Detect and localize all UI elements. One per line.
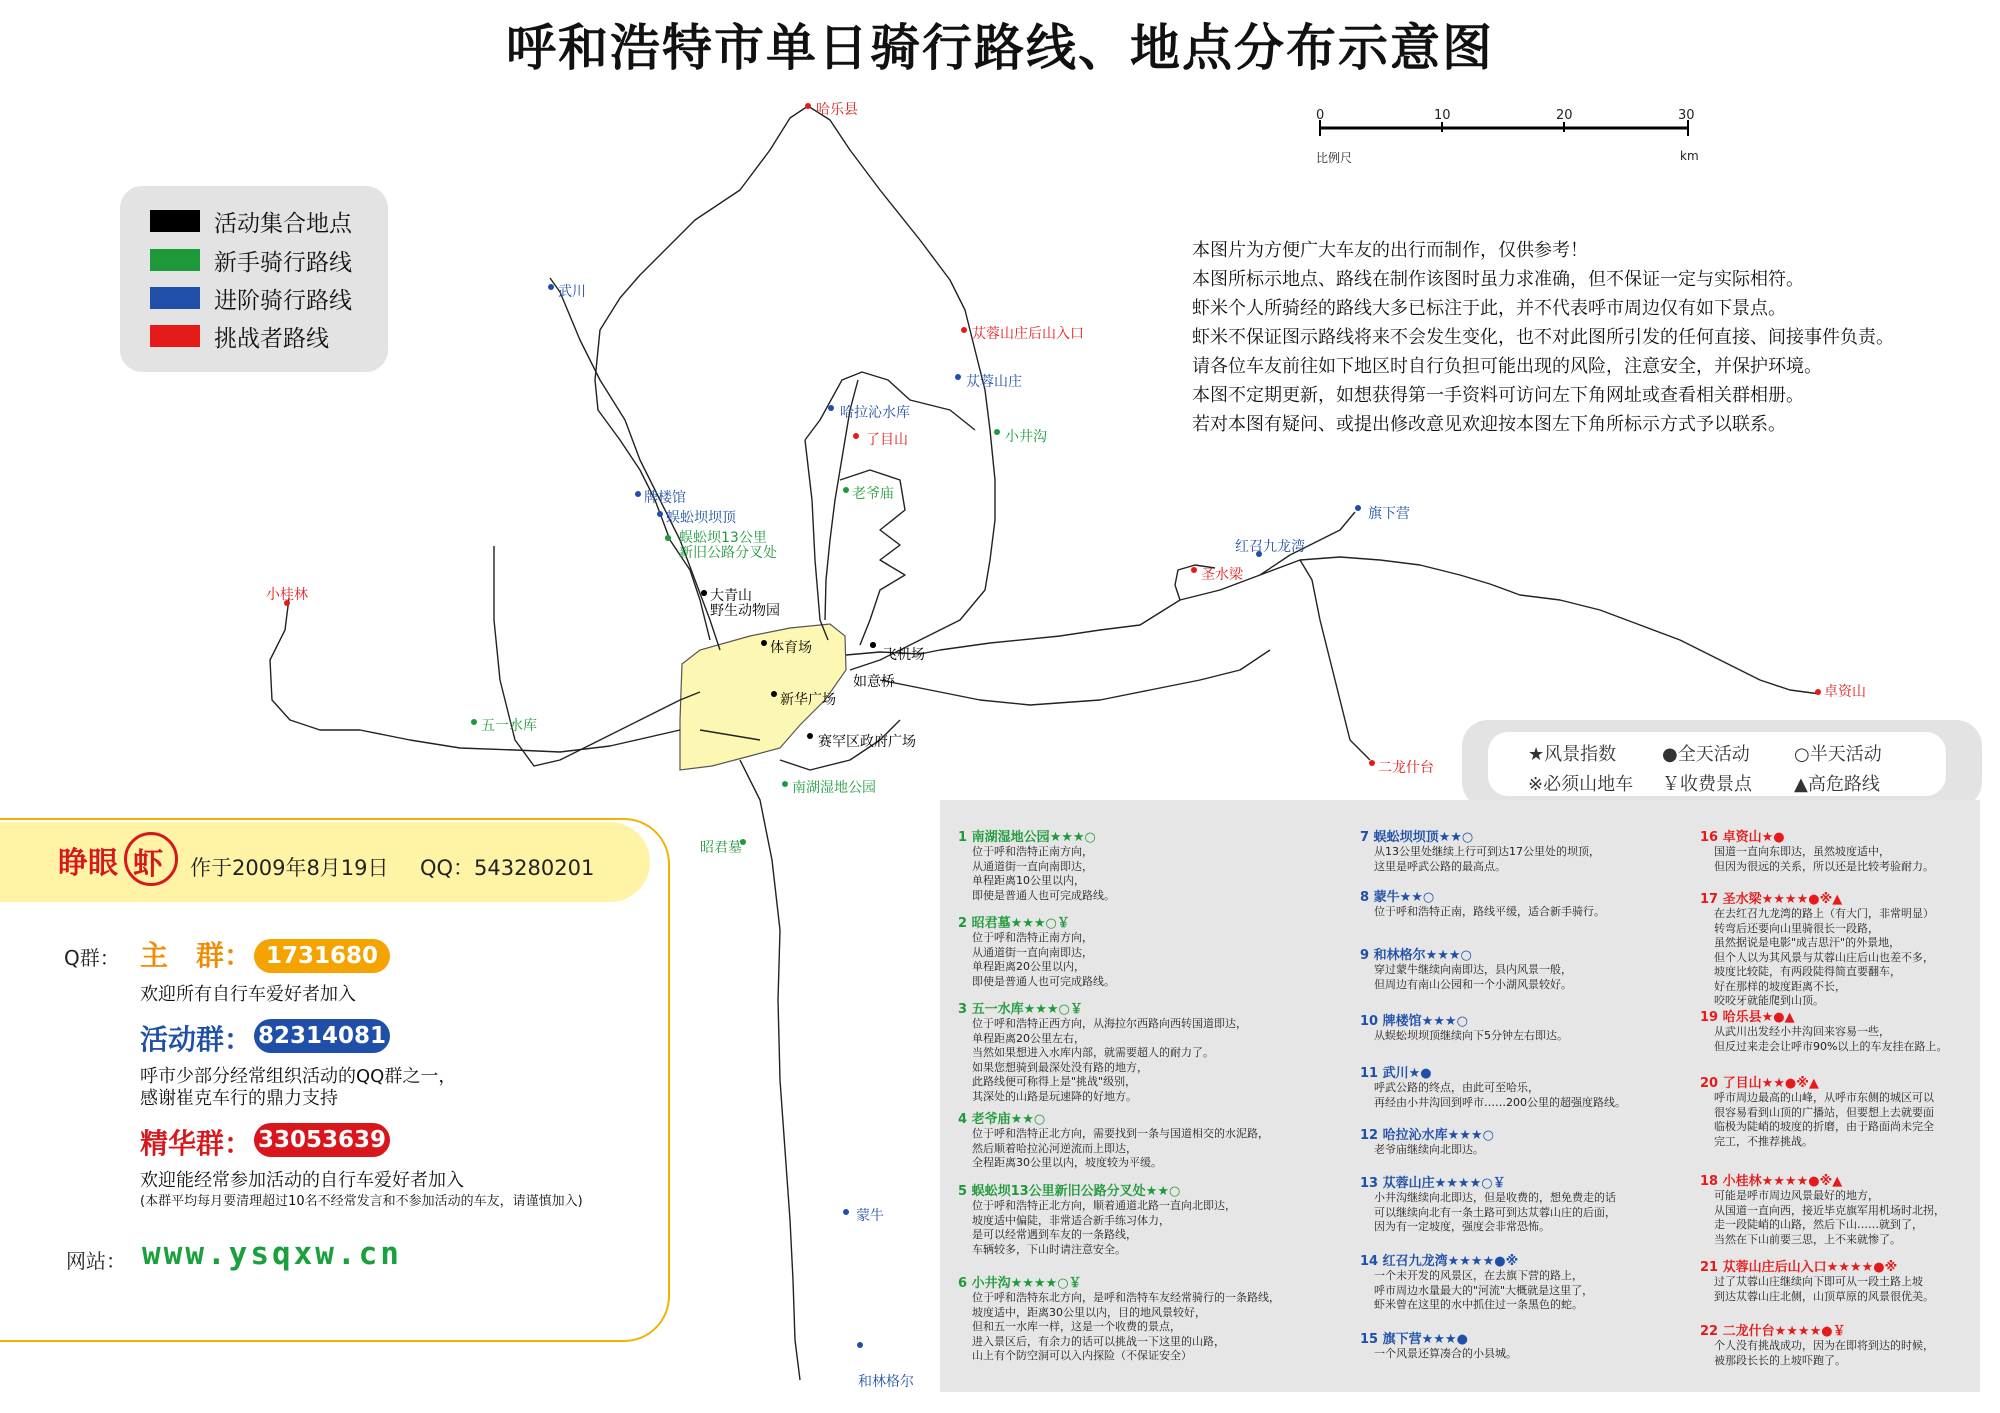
spot-desc: 过了苁蓉山庄继续向下即可从一段土路上坡 到达苁蓉山庄北侧，山顶草原的风景很优美。 xyxy=(1714,1275,1934,1303)
place-marker-icon[interactable] xyxy=(994,429,1000,435)
group-elite-note: (本群平均每月要清理超过10名不经常发言和不参加活动的车友，请谨慎加入) xyxy=(140,1194,583,1209)
place-label: 蜈蚣坝坝顶 xyxy=(666,510,736,526)
group-main-name: 主 群： xyxy=(140,939,253,972)
spot-desc: 老爷庙继续向北即达。 xyxy=(1374,1143,1484,1156)
spot-title: 2 昭君墓★★★○￥ xyxy=(958,916,1070,931)
spot-title: 12 哈拉沁水库★★★○ xyxy=(1360,1128,1494,1143)
spot-desc: 在去红召九龙湾的路上（有大门，非常明显） 转弯后还要向山里骑很长一段路， 虽然据说是电影"成吉思汗"的外景地， 但个人以为其风景与苁蓉山庄后山也差不多， 坡度比较陡，有两段陡得简直要翻车， 好在那样的坡度距离不长， 咬咬牙就能爬到山顶。 xyxy=(1714,907,1934,1007)
group-activity-desc: 呼市少部分经常组织活动的QQ群之一， xyxy=(140,1066,457,1087)
legend-item xyxy=(150,245,352,275)
note-line: 虾米不保证图示路线将来不会发生变化，也不对此图所引发的任何直接、间接事件负责。 xyxy=(1192,327,1894,348)
legend-label: 挑战者路线 xyxy=(214,325,329,352)
spot-desc: 一个未开发的风景区，在去旗下营的路上， 呼市周边水量最大的"河流"大概就是这里了， 虾米曾在这里的水中抓住过一条黑色的蛇。 xyxy=(1374,1269,1594,1311)
place-marker-icon[interactable] xyxy=(1369,760,1375,766)
place-label: 小桂林 xyxy=(266,587,308,603)
spot-item xyxy=(958,826,1115,903)
spot-desc: 从武川出发经小井沟回来容易一些， 但反过来走会让呼市90%以上的车友挂在路上。 xyxy=(1714,1025,1948,1053)
legend-item xyxy=(150,283,352,313)
spot-title: 20 了目山★★●※▲ xyxy=(1700,1076,1819,1091)
spot-item xyxy=(1360,1010,1568,1044)
place-label: 牌楼馆 xyxy=(644,490,686,506)
spot-title: 19 哈乐县★●▲ xyxy=(1700,1010,1795,1025)
spot-desc: 个人没有挑战成功，因为在即将到达的时候， 被那段长长的上坡吓跑了。 xyxy=(1714,1339,1934,1367)
note-line: 若对本图有疑问、或提出修改意见欢迎按本图左下角所标示方式予以联系。 xyxy=(1192,414,1786,435)
spot-item xyxy=(958,1108,1269,1171)
place-marker-icon[interactable] xyxy=(1815,689,1821,695)
place-label: 哈乐县 xyxy=(816,102,858,118)
place-marker-icon[interactable] xyxy=(1355,505,1361,511)
spot-title: 7 蜈蚣坝坝顶★★○ xyxy=(1360,830,1474,845)
place-marker-icon[interactable] xyxy=(805,103,811,109)
key-scenery: ★风景指数 xyxy=(1528,744,1617,765)
place-marker-icon[interactable] xyxy=(771,691,777,697)
spot-desc: 位于呼和浩特正北方向，需要找到一条与国道相交的水泥路， 然后顺着哈拉沁河逆流而上即达， 全程距离30公里以内，坡度较为平缓。 xyxy=(972,1127,1269,1169)
place-marker-icon[interactable] xyxy=(665,535,671,541)
author-logo xyxy=(58,838,118,882)
place-label: 五一水库 xyxy=(481,718,537,734)
place-label: 蜈蚣坝13公里 xyxy=(679,530,767,546)
spot-item xyxy=(1700,1170,1945,1247)
place-marker-icon[interactable] xyxy=(955,374,961,380)
note-line: 本图不定期更新，如想获得第一手资料可访问左下角网址或查看相关群相册。 xyxy=(1192,385,1804,406)
group-elite-desc: 欢迎能经常参加活动的自行车爱好者加入 xyxy=(140,1170,464,1191)
place-label: 体育场 xyxy=(770,640,812,656)
spot-item xyxy=(1360,826,1600,874)
place-label: 昭君墓 xyxy=(700,840,742,856)
spot-title: 17 圣水梁★★★★●※▲ xyxy=(1700,892,1843,907)
place-marker-icon[interactable] xyxy=(1191,567,1197,573)
spot-title: 6 小井沟★★★★○￥ xyxy=(958,1276,1082,1291)
place-marker-icon[interactable] xyxy=(961,327,967,333)
legend-swatch-beginner xyxy=(150,249,200,271)
place-marker-icon[interactable] xyxy=(701,590,707,596)
place-marker-icon[interactable] xyxy=(635,491,641,497)
group-elite-name: 精华群： xyxy=(140,1127,253,1160)
scale-tick-20: 20 xyxy=(1556,108,1573,123)
logo-text: 睁眼 xyxy=(58,846,118,881)
place-marker-icon[interactable] xyxy=(843,1209,849,1215)
scale-tick-30: 30 xyxy=(1678,108,1695,123)
spot-title: 11 武川★● xyxy=(1360,1066,1432,1081)
note-line: 本图所标示地点、路线在制作该图时虽力求准确，但不保证一定与实际相符。 xyxy=(1192,269,1804,290)
scale-unit: km xyxy=(1680,149,1699,163)
place-label: 二龙什台 xyxy=(1378,760,1434,776)
spot-desc: 呼武公路的终点，由此可至哈乐， 再经由小井沟回到呼市……200公里的超强度路线。 xyxy=(1374,1081,1626,1109)
made-date: 作于2009年8月19日 xyxy=(190,856,389,880)
spot-title: 22 二龙什台★★★★●￥ xyxy=(1700,1324,1846,1339)
place-label: 赛罕区政府广场 xyxy=(818,734,916,750)
place-marker-icon[interactable] xyxy=(857,1342,863,1348)
spot-desc: 位于呼和浩特正南方向， 从通道街一直向南即达， 单程距离20公里以内， 即使是普通人也可完成路线。 xyxy=(972,931,1115,988)
place-label: 新旧公路分叉处 xyxy=(679,545,777,561)
legend-label: 进阶骑行路线 xyxy=(214,287,352,314)
spot-item xyxy=(1360,1250,1593,1313)
website-link[interactable]: www.ysqxw.cn xyxy=(142,1236,402,1272)
group-activity-number[interactable]: 82314081 xyxy=(254,1019,390,1053)
place-marker-icon[interactable] xyxy=(548,284,554,290)
key-halfday: ○半天活动 xyxy=(1794,744,1882,765)
place-label: 小井沟 xyxy=(1005,429,1047,445)
spot-item xyxy=(1700,826,1934,874)
spot-desc: 呼市周边最高的山峰，从呼市东侧的城区可以 很容易看到山顶的广播站，但要想上去就要面 临极为陡峭的坡度的折磨，由于路面尚未完全 完工，不推荐挑战。 xyxy=(1714,1091,1934,1148)
spot-desc: 从蜈蚣坝坝顶继续向下5分钟左右即达。 xyxy=(1374,1029,1568,1042)
spot-title: 18 小桂林★★★★●※▲ xyxy=(1700,1174,1843,1189)
spot-title: 15 旗下营★★★● xyxy=(1360,1332,1468,1347)
place-marker-icon[interactable] xyxy=(657,511,663,517)
logo-char: 虾 xyxy=(133,847,163,882)
key-fee: ￥收费景点 xyxy=(1662,774,1752,795)
note-line: 本图片为方便广大车友的出行而制作，仅供参考！ xyxy=(1192,240,1588,261)
spot-item xyxy=(1360,944,1572,992)
place-marker-icon[interactable] xyxy=(761,640,767,646)
spot-title: 16 卓资山★● xyxy=(1700,830,1785,845)
spot-item xyxy=(1700,1256,1934,1304)
spot-title: 10 牌楼馆★★★○ xyxy=(1360,1014,1468,1029)
group-activity-desc2: 感谢崔克车行的鼎力支持 xyxy=(140,1088,338,1109)
scale-tick-10: 10 xyxy=(1434,108,1451,123)
group-main-desc: 欢迎所有自行车爱好者加入 xyxy=(140,984,356,1005)
place-label: 红召九龙湾 xyxy=(1235,539,1305,555)
place-marker-icon[interactable] xyxy=(471,719,477,725)
group-main-number[interactable]: 1731680 xyxy=(254,939,390,973)
spot-list xyxy=(940,800,1980,1392)
place-label: 南湖湿地公园 xyxy=(792,780,876,796)
spot-desc: 位于呼和浩特正南，路线平缓，适合新手骑行。 xyxy=(1374,905,1605,918)
spot-desc: 一个风景还算凑合的小县城。 xyxy=(1374,1347,1517,1360)
spot-desc: 位于呼和浩特正北方向，顺着通道北路一直向北即达， 坡度适中偏陡，非常适合新手练习体力， 是可以经常遇到车友的一条路线， 车辆较多，下山时请注意安全。 xyxy=(972,1199,1236,1256)
place-label: 苁蓉山庄 xyxy=(966,374,1022,390)
legend-item xyxy=(150,321,329,351)
spot-item xyxy=(958,1180,1236,1257)
spot-item xyxy=(1360,886,1605,920)
place-label: 武川 xyxy=(558,284,586,300)
place-label: 野生动物园 xyxy=(710,603,780,619)
place-label: 了目山 xyxy=(866,432,908,448)
place-marker-icon[interactable] xyxy=(843,487,849,493)
place-label: 新华广场 xyxy=(780,692,836,708)
place-label: 圣水梁 xyxy=(1201,567,1243,583)
place-label: 哈拉沁水库 xyxy=(840,405,910,421)
spot-desc: 从13公里处继续上行可到达17公里处的坝顶， 这里是呼武公路的最高点。 xyxy=(1374,845,1600,873)
spot-item xyxy=(1700,888,1934,1009)
spot-title: 21 苁蓉山庄后山入口★★★★●※ xyxy=(1700,1260,1898,1275)
spot-item xyxy=(1360,1062,1626,1110)
spot-item xyxy=(958,998,1247,1104)
spot-title: 5 蜈蚣坝13公里新旧公路分叉处★★○ xyxy=(958,1184,1181,1199)
place-label: 和林格尔 xyxy=(858,1374,914,1390)
legend-label: 新手骑行路线 xyxy=(214,249,352,276)
place-label: 苁蓉山庄后山入口 xyxy=(972,326,1084,342)
disclaimer-notes xyxy=(1192,236,1972,439)
key-mtb: ※必须山地车 xyxy=(1528,774,1634,795)
logo-circle-icon xyxy=(124,832,178,886)
legend-swatch-gather xyxy=(150,210,200,232)
legend-swatch-challenge xyxy=(150,325,200,347)
place-marker-icon[interactable] xyxy=(853,433,859,439)
key-fullday: ●全天活动 xyxy=(1662,744,1750,765)
legend xyxy=(120,186,388,372)
place-label: 如意桥 xyxy=(853,674,895,690)
place-marker-icon[interactable] xyxy=(807,733,813,739)
note-line: 虾米个人所骑经的路线大多已标注于此，并不代表呼市周边仅有如下景点。 xyxy=(1192,298,1786,319)
place-label: 卓资山 xyxy=(1824,684,1866,700)
spot-title: 1 南湖湿地公园★★★○ xyxy=(958,830,1096,845)
place-marker-icon[interactable] xyxy=(870,642,876,648)
place-label: 蒙牛 xyxy=(856,1208,884,1224)
spot-item xyxy=(1700,1072,1934,1149)
spot-title: 4 老爷庙★★○ xyxy=(958,1112,1046,1127)
spot-title: 14 红召九龙湾★★★★●※ xyxy=(1360,1254,1519,1269)
legend-item xyxy=(150,206,352,236)
place-label: 飞机场 xyxy=(883,647,925,663)
spot-desc: 穿过蒙牛继续向南即达，县内风景一般， 但周边有南山公园和一个小湖风景较好。 xyxy=(1374,963,1572,991)
spot-desc: 位于呼和浩特东北方向，是呼和浩特车友经常骑行的一条路线， 坡度适中，距离30公里以内，目的地风景较好， 但和五一水库一样，这是一个收费的景点， 进入景区后，有余力的话可以挑战一下这里的山路， 山上有个防空洞可以入内探险（不保证安全） xyxy=(972,1291,1280,1362)
spot-title: 8 蒙牛★★○ xyxy=(1360,890,1435,905)
spot-desc: 国道一直向东即达，虽然坡度适中， 但因为很远的关系，所以还是比较考验耐力。 xyxy=(1714,845,1934,873)
legend-label: 活动集合地点 xyxy=(214,210,352,237)
place-label: 旗下营 xyxy=(1368,506,1410,522)
spot-desc: 位于呼和浩特正南方向， 从通道街一直向南即达， 单程距离10公里以内， 即使是普通人也可完成路线。 xyxy=(972,845,1115,902)
spot-title: 9 和林格尔★★★○ xyxy=(1360,948,1472,963)
place-marker-icon[interactable] xyxy=(782,781,788,787)
spot-item xyxy=(1360,1124,1494,1158)
spot-item xyxy=(1360,1328,1517,1362)
spot-title: 13 苁蓉山庄★★★★○￥ xyxy=(1360,1176,1506,1191)
legend-swatch-advanced xyxy=(150,287,200,309)
spot-item xyxy=(958,912,1115,989)
spot-desc: 小井沟继续向北即达，但是收费的，想免费走的话 可以继续向北有一条土路可到达苁蓉山庄的后面， 因为有一定坡度，强度会非常恐怖。 xyxy=(1374,1191,1616,1233)
spot-title: 3 五一水库★★★○￥ xyxy=(958,1002,1083,1017)
spot-item xyxy=(958,1272,1280,1364)
scale-label: 比例尺 xyxy=(1316,151,1353,165)
spot-item xyxy=(1700,1006,1947,1054)
spot-item xyxy=(1700,1320,1934,1368)
note-line: 请各位车友前往如下地区时自行负担可能出现的风险，注意安全，并保护环境。 xyxy=(1192,356,1822,377)
group-activity-name: 活动群： xyxy=(140,1023,253,1056)
place-label: 老爷庙 xyxy=(852,486,894,502)
scale-tick-0: 0 xyxy=(1316,108,1325,123)
spot-desc: 可能是呼市周边风景最好的地方， 从国道一直向西，接近毕克旗军用机场时北拐， 走一段陡峭的山路，然后下山……就到了， 当然在下山前要三思，上不来就惨了。 xyxy=(1714,1189,1945,1246)
place-marker-icon[interactable] xyxy=(828,405,834,411)
group-elite-number[interactable]: 33053639 xyxy=(254,1123,390,1157)
place-label: 大青山 xyxy=(710,588,752,604)
scale-bar xyxy=(1316,108,1699,166)
qq-number: QQ：543280201 xyxy=(420,856,595,880)
qq-group-label: Q群： xyxy=(64,946,120,970)
key-danger: ▲高危路线 xyxy=(1794,774,1880,795)
spot-desc: 位于呼和浩特正西方向，从海拉尔西路向西转国道即达， 单程距离20公里左右， 当然如果想进入水库内部，就需要超人的耐力了。 如果您想骑到最深处没有路的地方， 此路线便可称得上是"挑战"级别， 其深处的山路是玩速降的好地方。 xyxy=(972,1017,1247,1103)
website-label: 网站： xyxy=(66,1249,126,1273)
spot-item xyxy=(1360,1172,1616,1235)
page-title: 呼和浩特市单日骑行路线、地点分布示意图 xyxy=(506,18,1494,77)
